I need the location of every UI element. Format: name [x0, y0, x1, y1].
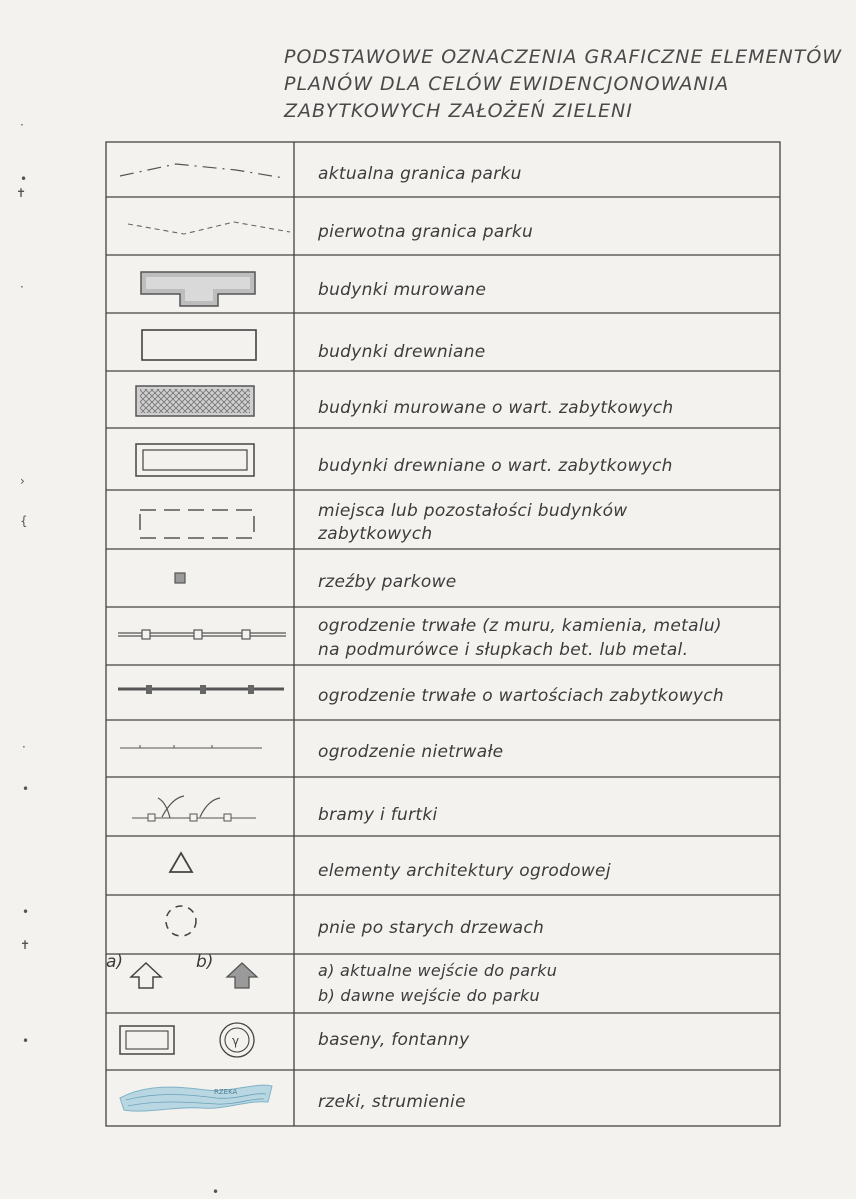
legend-label-multiline: [318, 500, 778, 546]
legend-label-multiline: [318, 614, 778, 662]
wooden-building-symbol: [140, 328, 260, 364]
river-tag: RZEKA: [214, 1088, 238, 1096]
margin-dot: ·: [22, 740, 26, 754]
margin-mark-cross: ✝: [20, 938, 31, 952]
entrance-marker-b: b): [196, 952, 214, 972]
margin-mark-cross: ✝: [16, 186, 27, 200]
historic-masonry-symbol: [134, 384, 258, 420]
legend-label: aktualna granica parku: [318, 164, 522, 184]
permanent-fence-symbol: [116, 622, 288, 646]
legend-label: budynki murowane: [318, 280, 487, 300]
masonry-building-symbol: [138, 268, 262, 310]
current-entrance-arrow-icon: [126, 960, 166, 992]
pool-fountain-symbol: [116, 1020, 266, 1062]
legend-label: bramy i furtki: [318, 805, 438, 825]
document-title: [284, 44, 844, 125]
legend-label-line-2: b) dawne wejście do parku: [318, 986, 540, 1005]
garden-architecture-triangle-symbol: [166, 848, 196, 878]
legend-label: rzeźby parkowe: [318, 572, 457, 592]
temporary-fence-symbol: [118, 736, 266, 760]
current-boundary-symbol: [116, 156, 288, 186]
entrance-marker-a: a): [106, 952, 124, 972]
gates-symbol: [128, 788, 260, 828]
building-remains-symbol: [136, 504, 260, 544]
legend-label: budynki drewniane o wart. zabytkowych: [318, 456, 673, 476]
former-entrance-arrow-icon: [222, 960, 262, 992]
legend-label: baseny, fontanny: [318, 1030, 470, 1050]
legend-label: budynki drewniane: [318, 342, 486, 362]
legend-table: [104, 140, 782, 1128]
legend-label-line-1: ogrodzenie trwałe (z muru, kamienia, metalu): [318, 616, 722, 636]
margin-mark-brace: {: [20, 514, 28, 528]
original-boundary-symbol: [124, 214, 296, 244]
legend-label: pierwotna granica parku: [318, 222, 534, 242]
river-symbol: [116, 1076, 276, 1120]
margin-dot: ›: [20, 474, 25, 488]
margin-dot: •: [22, 905, 30, 919]
legend-label-line-2: zabytkowych: [318, 524, 433, 544]
historic-fence-symbol: [116, 678, 288, 702]
margin-dot: •: [20, 172, 28, 186]
legend-label-line-1: a) aktualne wejście do parku: [318, 961, 558, 980]
legend-label: ogrodzenie trwałe o wartościach zabytkowych: [318, 686, 724, 706]
title-line-3: ZABYTKOWYCH ZAŁOŻEŃ ZIELENI: [284, 100, 633, 122]
legend-label-line-2: na podmurówce i słupkach bet. lub metal.: [318, 640, 689, 660]
legend-label: rzeki, strumienie: [318, 1092, 466, 1112]
margin-dot: •: [22, 782, 30, 796]
legend-label: pnie po starych drzewach: [318, 918, 545, 938]
legend-label-line-1: miejsca lub pozostałości budynków: [318, 501, 628, 521]
margin-dot: •: [212, 1185, 220, 1199]
svg-text:γ: γ: [232, 1034, 240, 1048]
legend-label: elementy architektury ogrodowej: [318, 861, 611, 881]
margin-dot: •: [22, 1034, 30, 1048]
margin-dot: ·: [20, 280, 24, 294]
title-line-2: PLANÓW DLA CELÓW EWIDENCJONOWANIA: [284, 73, 730, 95]
tree-stump-circle-symbol: [160, 900, 202, 942]
title-line-1: PODSTAWOWE OZNACZENIA GRAFICZNE ELEMENTÓW: [284, 46, 843, 68]
historic-wooden-symbol: [134, 442, 258, 480]
legend-label-multiline: [318, 958, 778, 1008]
legend-label: budynki murowane o wart. zabytkowych: [318, 398, 674, 418]
legend-label: ogrodzenie nietrwałe: [318, 742, 504, 762]
sculpture-symbol: [170, 568, 194, 590]
margin-dot: ·: [20, 118, 24, 132]
